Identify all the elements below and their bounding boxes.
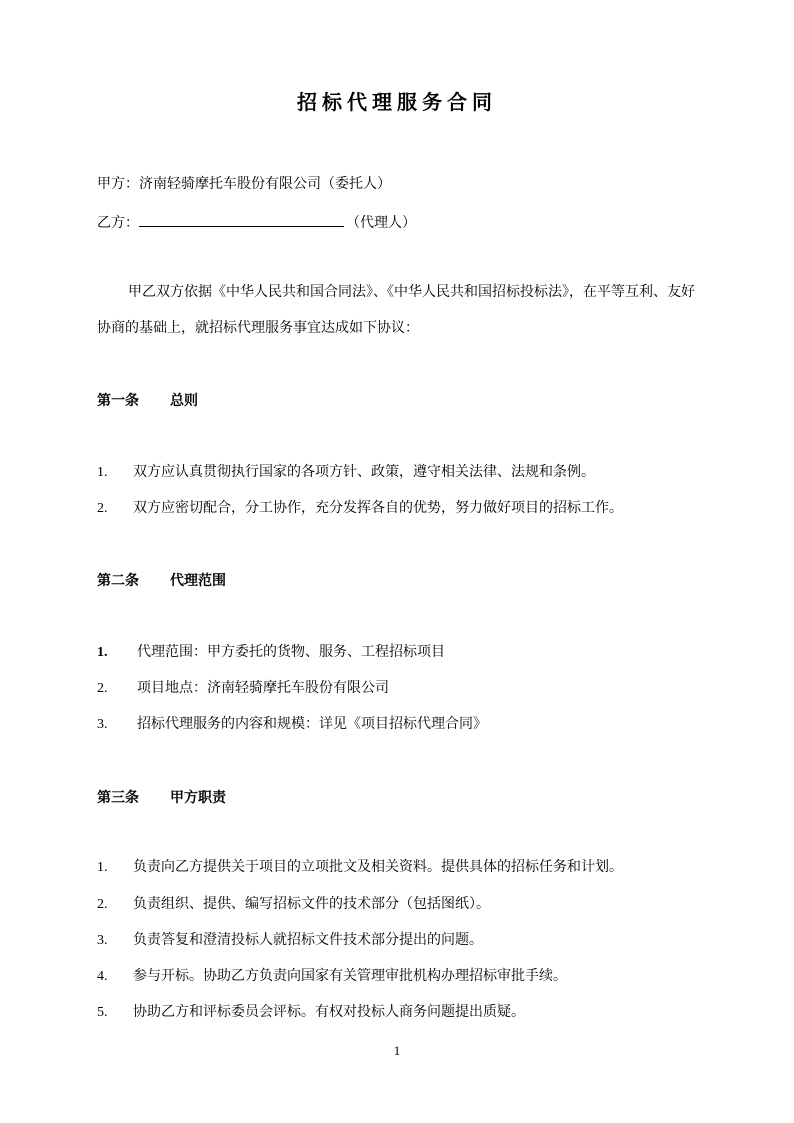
item-number: 5. — [97, 1005, 108, 1020]
item-text: 负责答复和澄清投标人就招标文件技术部分提出的问题。 — [133, 932, 483, 948]
item-text: 代理范围：甲方委托的货物、服务、工程招标项目 — [137, 644, 445, 660]
section-number: 第三条 — [97, 790, 139, 806]
item-text: 协助乙方和评标委员会评标。有权对投标人商务问题提出质疑。 — [133, 1004, 525, 1020]
list-item — [97, 714, 487, 735]
page-number: 1 — [393, 1043, 401, 1058]
section-heading — [97, 570, 226, 590]
item-text: 招标代理服务的内容和规模：详见《项目招标代理合同》 — [137, 716, 487, 732]
item-text: 参与开标。协助乙方负责向国家有关管理审批机构办理招标审批手续。 — [133, 968, 567, 984]
section-number: 第一条 — [97, 393, 139, 409]
list-item — [97, 642, 445, 663]
document-title: 招标代理服务合同 — [297, 90, 497, 114]
list-item — [97, 498, 623, 519]
item-text: 负责向乙方提供关于项目的立项批文及相关资料。提供具体的招标任务和计划。 — [133, 859, 623, 875]
party-a-label: 甲方： — [97, 176, 139, 192]
item-text: 双方应认真贯彻执行国家的各项方针、政策，遵守相关法律、法规和条例。 — [133, 464, 595, 480]
section-title: 代理范围 — [170, 573, 226, 589]
item-number: 3. — [97, 717, 108, 732]
list-item — [97, 966, 567, 987]
list-item — [97, 1002, 525, 1023]
party-a-line — [97, 174, 391, 194]
section-heading — [97, 787, 226, 807]
section-title: 总则 — [170, 393, 198, 409]
list-item — [97, 894, 490, 915]
intro-paragraph: 甲乙双方依据《中华人民共和国合同法》、《中华人民共和国招标投标法》，在平等互利、友好协商的基础上，就招标代理服务事宜达成如下协议： — [97, 284, 695, 336]
item-number: 3. — [97, 933, 108, 948]
list-item — [97, 678, 389, 699]
party-b-line — [97, 210, 416, 233]
item-text: 双方应密切配合，分工协作，充分发挥各自的优势，努力做好项目的招标工作。 — [133, 500, 623, 516]
party-b-label: 乙方： — [97, 215, 139, 231]
list-item — [97, 930, 483, 951]
section-title: 甲方职责 — [170, 790, 226, 806]
party-a-name: 济南轻骑摩托车股份有限公司（委托人） — [139, 176, 391, 192]
item-number: 1. — [97, 465, 108, 480]
item-number: 4. — [97, 969, 108, 984]
section-heading — [97, 390, 198, 410]
item-number: 1. — [97, 860, 108, 875]
list-item — [97, 462, 595, 483]
item-number: 1. — [97, 645, 108, 660]
item-text: 负责组织、提供、编写招标文件的技术部分（包括图纸）。 — [133, 896, 490, 912]
item-number: 2. — [97, 501, 108, 516]
section-number: 第二条 — [97, 573, 139, 589]
list-item — [97, 857, 623, 878]
item-number: 2. — [97, 681, 108, 696]
party-b-suffix: （代理人） — [346, 215, 416, 231]
party-b-blank-field — [139, 210, 344, 227]
item-number: 2. — [97, 897, 108, 912]
item-text: 项目地点：济南轻骑摩托车股份有限公司 — [137, 680, 389, 696]
